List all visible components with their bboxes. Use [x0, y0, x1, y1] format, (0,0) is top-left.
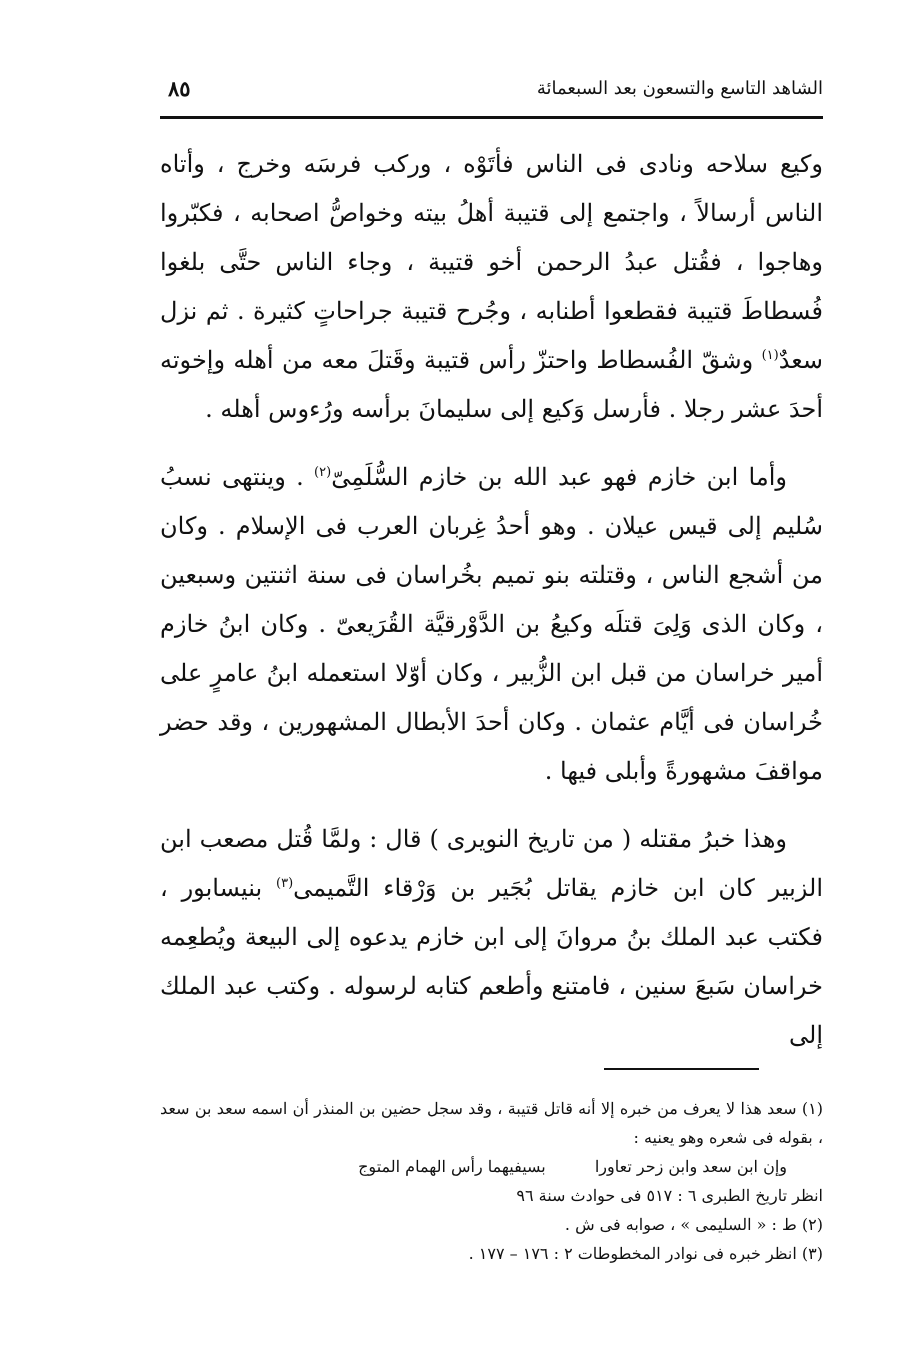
footnote-rule — [604, 1068, 759, 1070]
verse-first-hemistich: وإن ابن سعد وابن زحر تعاورا — [594, 1157, 787, 1176]
main-text — [160, 140, 823, 1060]
paragraph-text-continued: بنيسابور ، فكتب عبد الملك بنُ مروانَ إلى ابن خازم يدعوه إلى البيعة ويُطعِمه خراسان سَبعَ سنين ، فامتنع وأطعم كتابه لرسوله . وكتب عبد الملك إلى — [160, 874, 823, 1049]
page-number: ٨٥ — [168, 76, 191, 101]
footnotes — [160, 1094, 823, 1268]
footnote-3: (٣) انظر خبره فى نوادر المخطوطات ٢ : ١٧٦ – ١٧٧ . — [468, 1244, 823, 1263]
footnote-marker: (٣) — [276, 876, 294, 891]
running-title: الشاهد التاسع والتسعون بعد السبعمائة — [536, 78, 823, 99]
footnote-marker: (١) — [761, 348, 779, 363]
footnote-2: (٢) ط : « السليمى » ، صوابه فى ش . — [564, 1215, 823, 1234]
paragraph-text: وكيع سلاحه ونادى فى الناس فأتَوْه ، وركب فرسَه وخرج ، وأتاه الناس أرسالاً ، واجتمع إلى قتيبة أهلُ بيته وخواصُّ اصحابه ، فكبّروا وهاجوا ، فقُتل عبدُ الرحمن أخو قتيبة ، وجاء الناس حتَّى بلغوا فُسطاطَ قتيبة فقطعوا أطنابه ، وجُرح قتيبة جراحاتٍ كثيرة . ثم نزل سعدٌ — [160, 150, 823, 374]
footnote-1-reference: انظر تاريخ الطبرى ٦ : ٥١٧ فى حوادث سنة ٩٦ — [516, 1186, 823, 1205]
verse-second-hemistich: بسيفيهما رأس الهمام المتوج — [358, 1157, 546, 1176]
page-header — [160, 74, 823, 112]
header-rule — [160, 116, 823, 119]
footnote-1-verse — [160, 1152, 823, 1181]
paragraph-text: وهذا خبرُ مقتله ( من تاريخ النويرى ) قال : ولمَّا قُتل مصعب ابن الزبير كان ابن خازم يقاتل بُجَير بن وَرْقاء التَّميمى — [160, 825, 823, 902]
paragraph-text: وأما ابن خازم فهو عبد الله بن خازم السُّلَمِىّ — [331, 463, 787, 491]
paragraph-text-continued: . وينتهى نسبُ سُليم إلى قيس عيلان . وهو أحدُ غِربان العرب فى الإسلام . وكان من أشجع الناس ، وقتلته بنو تميم بخُراسان فى سنة اثنتين وسبعين ، وكان الذى وَلِىَ قتلَه وكيعُ بن الدَّوْرقيَّة القُرَيعىّ . وكان ابنُ خازم أمير خراسان من قبل ابن الزُّبير ، وكان أوّلا استعمله ابنُ عامرٍ على خُراسان فى أيَّام عثمان . وكان أحدَ الأبطال المشهورين ، وقد حضر مواقفَ مشهورةً وأبلى فيها . — [160, 463, 823, 785]
footnote-1: (١) سعد هذا لا يعرف من خبره إلا أنه قاتل قتيبة ، وقد سجل حضين بن المنذر أن اسمه سعد بن سعد ، بقوله فى شعره وهو يعنيه : — [160, 1099, 823, 1147]
paragraph-1 — [160, 140, 823, 434]
paragraph-2 — [160, 453, 823, 796]
footnote-marker: (٢) — [314, 465, 332, 480]
paragraph-3 — [160, 815, 823, 1060]
paragraph-text-continued: وشقّ الفُسطاط واحتزّ رأس قتيبة وقَتلَ معه من أهله وإخوته أحدَ عشر رجلا . فأرسل وَكيع إلى سليمانَ برأسه ورُءوس أهله . — [160, 346, 823, 423]
